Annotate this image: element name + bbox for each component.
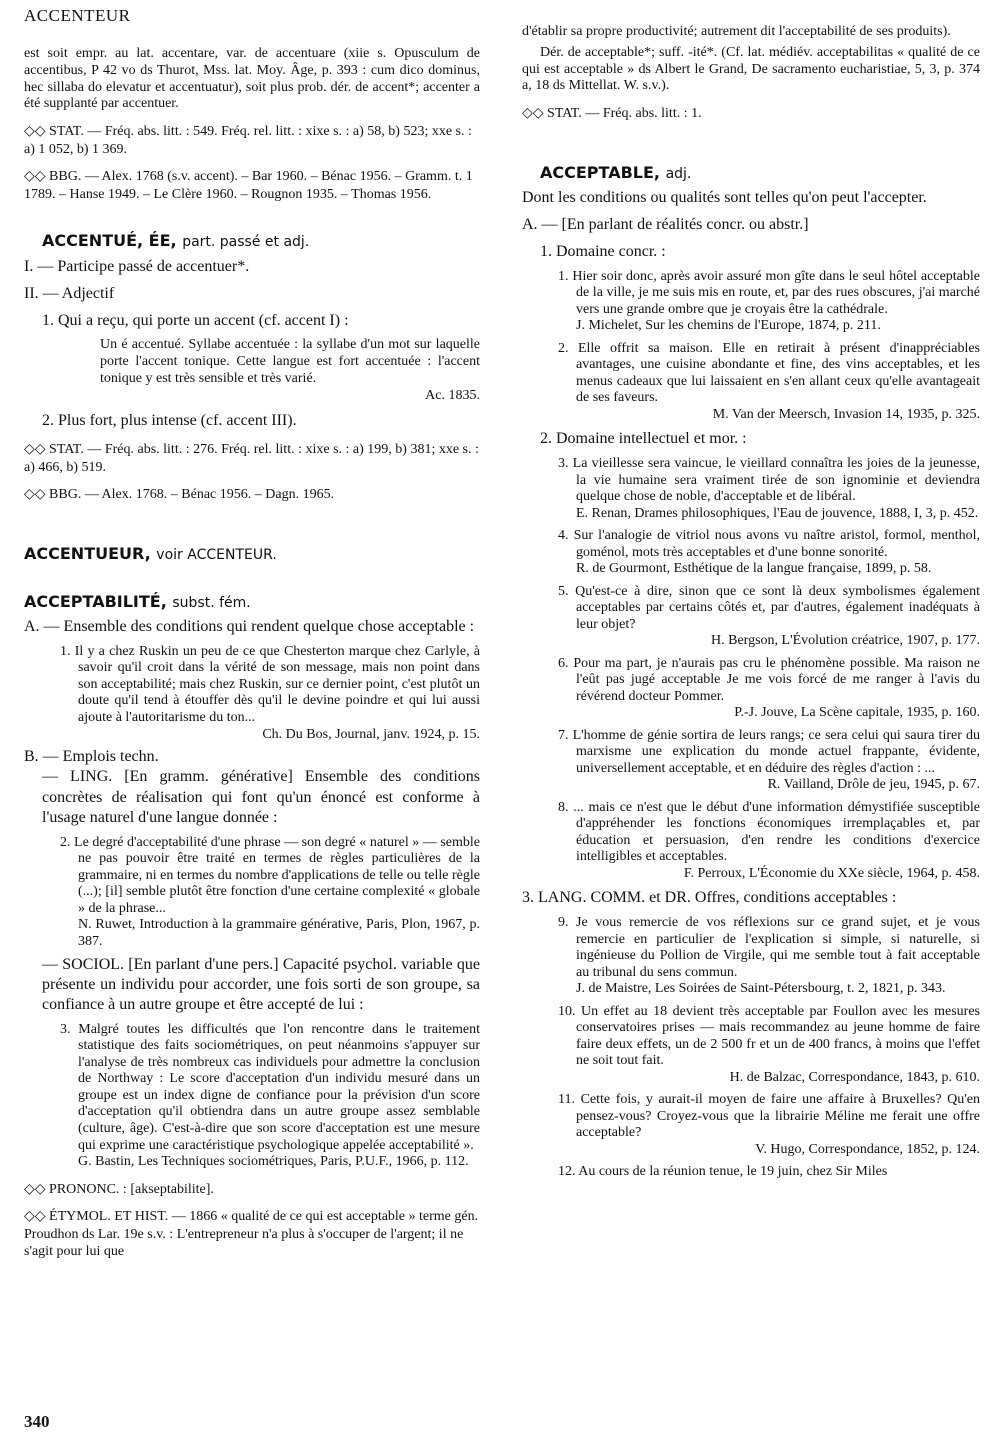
citation: 12. Au cours de la réunion tenue, le 19 juin, chez Sir Miles bbox=[558, 1164, 888, 1180]
sense-b: B. — Emplois techn. bbox=[24, 748, 159, 766]
sense-a: A. — Ensemble des conditions qui rendent quelque chose acceptable : bbox=[24, 618, 475, 636]
entry-accentue bbox=[24, 231, 480, 504]
entry-acceptabilite bbox=[24, 592, 480, 1261]
sense-ling: — LING. [En gramm. générative] Ensemble des conditions concrètes de réalisation qui font qu'un énoncé est conforme à l'usage naturel d'une langue donnée : bbox=[42, 768, 480, 827]
stat-block: ◇◇ STAT. — Fréq. abs. litt. : 549. Fréq. rel. litt. : xixe s. : a) 58, b) 523; xxe s. : a) 1 052, b) 1 369. bbox=[24, 124, 472, 157]
definition: Dont les conditions ou qualités sont telles qu'on peut l'accepter. bbox=[522, 189, 927, 207]
sense-2-1: 1. Qui a reçu, qui porte un accent (cf. accent I) : bbox=[42, 311, 349, 329]
citation: 2. Le degré d'acceptabilité d'une phrase — son degré « naturel » — semble ne pas pouvoir être traité en termes de règles particulières de la grammaire, ni en termes du nombre d'applications de telle ou telle règle (...); [il] semble plutôt être fonction d'une certaine complexité « globale » de la phrase... N. Ruwet, Introduction à la grammaire générative, Paris, Plon, 1967, p. 387. bbox=[60, 834, 480, 949]
etymology-continuation: est soit empr. au lat. accentare, var. de accentuare (xiie s. Opusculum de accentibus, P 42 vo ds Thurot, Mss. lat. Moy. Âge, p. 393 : cum dico dominus, hec sillaba do elevatur et accentuatur), soit plus prob. dér. de accent*; accenter a été supplanté par accentuer. bbox=[24, 46, 480, 112]
citation: 7. L'homme de génie sortira de leurs rangs; ce sera celui qui saura tirer du marxisme une explication du monde actuel frappante, évidente, universellement acceptable, et en déduire des règles d'action : ... R. Vailland, Drôle de jeu, 1945, p. 67. bbox=[558, 727, 980, 793]
sense-a: A. — [En parlant de réalités concr. ou abstr.] bbox=[522, 215, 809, 233]
sense-2: II. — Adjectif bbox=[24, 284, 115, 302]
stat-block: ◇◇ STAT. — Fréq. abs. litt. : 276. Fréq. rel. litt. : xixe s. : a) 199, b) 381; xxe s. : a) 466, b) 519. bbox=[24, 442, 479, 475]
citation: 5. Qu'est-ce à dire, sinon que ce sont là deux symbolismes également acceptables par certains côtés et, par d'autres, également inadéquats à leur objet? H. Bergson, L'Évolution créatrice, 1907, p. 177. bbox=[558, 583, 980, 649]
citation: 8. ... mais ce n'est que le début d'une information démystifiée susceptible d'appréhender les fonctions économiques irremplaçables et, par éducation et persuasion, d'en rendre les conditions d'exercice intelligibles et acceptables. F. Perroux, L'Économie du XXe siècle, 1964, p. 458. bbox=[558, 799, 980, 881]
entry-accentueur bbox=[24, 544, 480, 564]
entry-headword: ACCENTUÉ, ÉE, part. passé et adj. bbox=[42, 231, 310, 251]
sense-a-1: 1. Domaine concr. : bbox=[540, 242, 666, 260]
citation: 9. Je vous remercie de vos réflexions sur ce grand sujet, et je vous remercie en particulier de l'explication si simple, si naturelle, si ingénieuse du Pollion de Virgile, qui me semble tout à fait acceptable au tribunal du sens commun. J. de Maistre, Les Soirées de Saint-Pétersbourg, t. 2, 1821, p. 343. bbox=[558, 915, 980, 997]
pronunciation-block: ◇◇ PRONONC. : [akseptabilite]. bbox=[24, 1181, 214, 1197]
entry-headword: ACCENTUEUR, voir ACCENTEUR. bbox=[24, 543, 277, 563]
citation: 2. Elle offrit sa maison. Elle en retirait à présent d'inappréciables avantages, une cuisine abondante et fine, des vins acceptables, et les menus cadeaux que lui laissaient en s'en allant ceux qu'elle avantageait de ses faveurs. M. Van der Meersch, Invasion 14, 1935, p. 325. bbox=[558, 340, 980, 422]
derivation-note: Dér. de acceptable*; suff. -ité*. (Cf. lat. médiév. acceptabilitas « qualité de ce qui est acceptable » ds Albert le Grand, De sacramento eucharistiae, 5, 3, p. 374 a, 18 ds Mittellat. W. s.v.). bbox=[522, 44, 980, 94]
example-text: Un é accentué. Syllabe accentuée : la syllabe d'un mot sur laquelle porte l'accent tonique. Cette langue est fort accentuée : l'accent tonique y est très sensible et très varié. Ac. 1835. bbox=[100, 337, 480, 403]
stat-block: ◇◇ STAT. — Fréq. abs. litt. : 1. bbox=[522, 106, 702, 122]
sense-sociol: — SOCIOL. [En parlant d'une pers.] Capacité psychol. variable que présente un individu pour accorder, une fois sorti de son groupe, sa confiance à un autre groupe et être accepté de lui : bbox=[42, 955, 480, 1014]
sense-2-2: 2. Plus fort, plus intense (cf. accent III). bbox=[42, 411, 297, 429]
citation: 3. Malgré toutes les difficultés que l'on rencontre dans le traitement statistique des faits sociométriques, on peut néanmoins s'appuyer sur l'analyse de très nombreux cas individuels pour admettre la conclusion de Northway : Le score d'acceptation d'un individu mesuré dans un groupe est un index digne de confiance pour la prévision d'un score d'acceptation qu'il obtiendra dans un autre groupe assez semblable (culture, âge). C'est-à-dire que son score d'acceptation est une mesure qui exprime une caractéristique psychologique appelée acceptabilité ». G. Bastin, Les Techniques sociométriques, Paris, P.U.F., 1966, p. 112. bbox=[60, 1021, 480, 1170]
citation: 11. Cette fois, y aurait-il moyen de faire une affaire à Bruxelles? Qu'en pensez-vous? Croyez-vous que la librairie Méline me ferait une offre acceptable? V. Hugo, Correspondance, 1852, p. 124. bbox=[558, 1092, 980, 1157]
bibliography-block: ◇◇ BBG. — Alex. 1768 (s.v. accent). – Bar 1960. – Bénac 1956. – Gramm. t. 1 1789. – Hanse 1949. – Le Clère 1960. – Rougnon 1935. – Thomas 1956. bbox=[24, 169, 473, 202]
sense-a-2: 2. Domaine intellectuel et mor. : bbox=[540, 430, 747, 448]
citation: 10. Un effet au 18 devient très acceptable par Foullon avec les mesures conservatoires prises — mais recommandez au jeune homme de faire faire deux effets, un de 2 500 fr et un de 400 francs, à moins que l'effet ne soit tout fait. H. de Balzac, Correspondance, 1843, p. 610. bbox=[558, 1003, 980, 1085]
bibliography-block: ◇◇ BBG. — Alex. 1768. – Bénac 1956. – Dagn. 1965. bbox=[24, 487, 335, 503]
sense-1: I. — Participe passé de accentuer*. bbox=[24, 257, 250, 275]
citation: 1. Hier soir donc, après avoir assuré mon gîte dans le seul hôtel acceptable de la ville, je me suis mis en route, et, par des rues obscures, j'ai marché vers une grande ombre que je croyais être la cathédrale. J. Michelet, Sur les chemins de l'Europe, 1874, p. 211. bbox=[558, 268, 980, 334]
sense-a-3: 3. LANG. COMM. et DR. Offres, conditions acceptables : bbox=[522, 889, 897, 907]
citation: 3. La vieillesse sera vaincue, le vieillard connaîtra les joies de la jeunesse, la vie humaine sera vraiment tirée de son ignominie et deviendra quelque chose de noble, d'acceptable et de libéral. E. Renan, Drames philosophiques, l'Eau de jouvence, 1888, I, 3, p. 452. bbox=[558, 455, 980, 521]
entry-headword: ACCEPTABLE, adj. bbox=[540, 162, 692, 182]
citation: 4. Sur l'analogie de vitriol nous avons vu naître aristol, formol, menthol, goménol, mots très acceptables et d'une bonne sonorité. R. de Gourmont, Esthétique de la langue française, 1899, p. 58. bbox=[558, 528, 980, 577]
page-number: 340 bbox=[24, 1412, 50, 1431]
right-column bbox=[522, 24, 980, 1185]
citation: 1. Il y a chez Ruskin un peu de ce que Chesterton marque chez Carlyle, à savoir qu'il croit dans la vérité de son message, mais non point dans son acceptabilité; mais chez Ruskin, sur ce dernier point, c'est plutôt un doute qu'il tend à étouffer dès qu'il le devine poindre et qui lui aussi ajoute à l'autoritarisme du ton... Ch. Du Bos, Journal, janv. 1924, p. 15. bbox=[60, 643, 480, 742]
entry-headword: ACCEPTABILITÉ, subst. fém. bbox=[24, 591, 251, 611]
left-column bbox=[24, 46, 480, 1261]
entry-acceptable bbox=[522, 163, 980, 1181]
running-head: ACCENTEUR bbox=[24, 6, 131, 25]
etymology-continuation: d'établir sa propre productivité; autrement dit l'acceptabilité de ses produits). bbox=[522, 24, 951, 39]
etymology-block: ◇◇ ÉTYMOL. ET HIST. — 1866 « qualité de ce qui est acceptable » terme gén. Proudhon ds Lar. 19e s.v. : L'entrepreneur n'a plus à s'occuper de l'argent; il ne s'agit pour lui que bbox=[24, 1209, 479, 1260]
citation: 6. Pour ma part, je n'aurais pas cru le phénomène possible. Ma raison ne l'eût pas jugé acceptable Je me vois forcé de me ranger à l'avis du révérend docteur Pommer. P.-J. Jouve, La Scène capitale, 1935, p. 160. bbox=[558, 655, 980, 721]
